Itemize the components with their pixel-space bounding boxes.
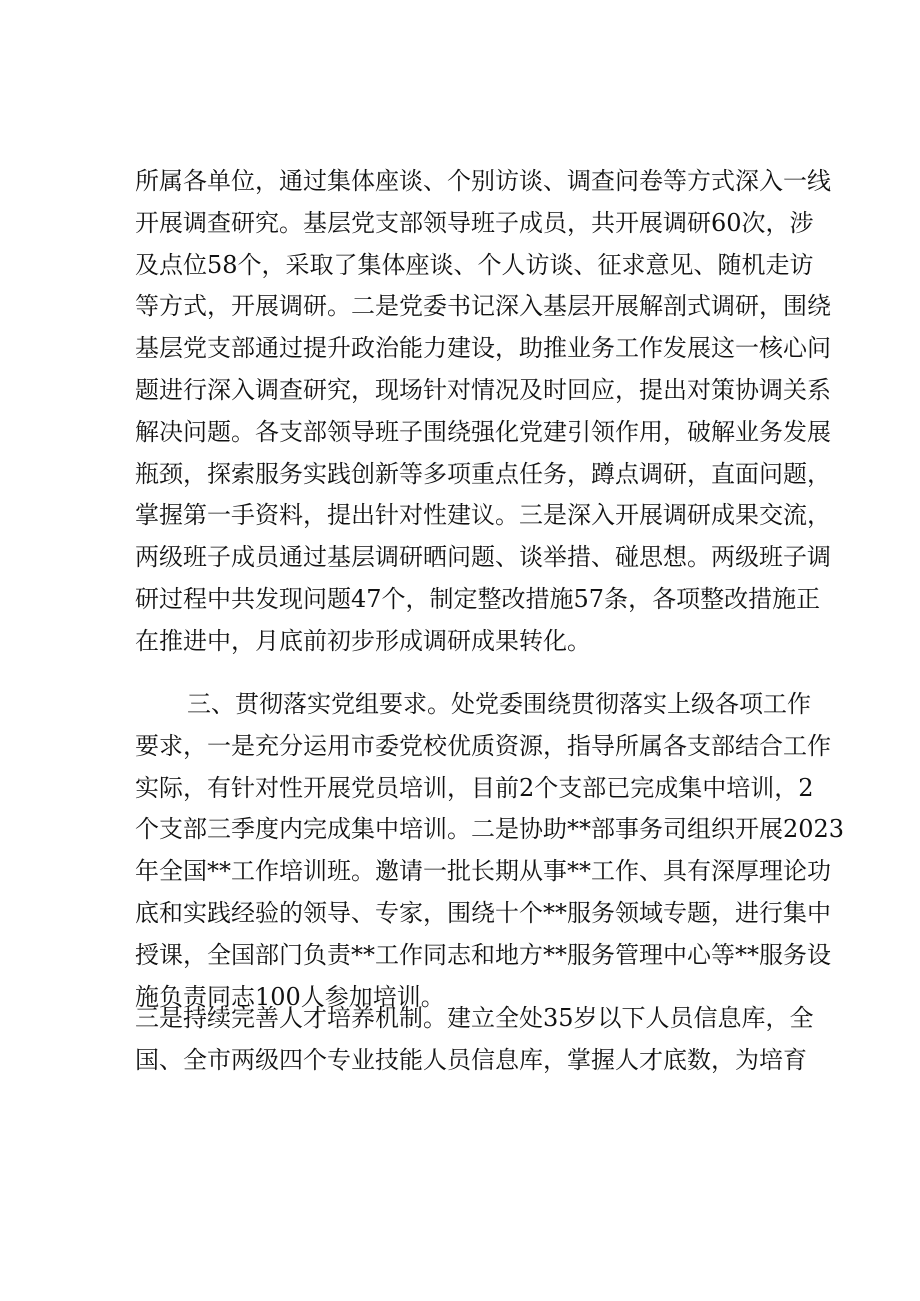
paragraph-talent-mechanism [135, 998, 814, 1082]
text-line: 授课，全国部门负责**工作同志和地方**服务管理中心等**服务设 [135, 940, 831, 969]
text-line: 实际，有针对性开展党员培训，目前2个支部已完成集中培训，2 [135, 773, 814, 802]
text-line: 两级班子成员通过基层调研晒问题、谈举措、碰思想。两级班子调 [135, 543, 831, 572]
text-line: 题进行深入调查研究，现场针对情况及时回应，提出对策协调关系 [135, 375, 831, 404]
text-line: 及点位58个，采取了集体座谈、个人访谈、征求意见、随机走访 [135, 250, 814, 279]
text-line: 个支部三季度内完成集中培训。二是协助**部事务司组织开展2023 [135, 815, 845, 844]
text-line: 年全国**工作培训班。邀请一批长期从事**工作、具有深厚理论功 [135, 857, 831, 886]
text-line: 解决问题。各支部领导班子围绕强化党建引领作用，破解业务发展 [135, 417, 831, 446]
text-line: 研过程中共发现问题47个，制定整改措施57条，各项整改措施正 [135, 584, 821, 613]
section-heading-line: 三、贯彻落实党组要求。处党委围绕贯彻落实上级各项工作 [187, 690, 811, 718]
text-line: 瓶颈，探索服务实践创新等多项重点任务，蹲点调研，直面问题， [135, 459, 831, 488]
text-line: 掌握第一手资料，提出针对性建议。三是深入开展调研成果交流， [135, 501, 831, 530]
text-line: 三是持续完善人才培养机制。建立全处35岁以下人员信息库，全 [135, 1004, 814, 1032]
text-line: 等方式，开展调研。二是党委书记深入基层开展解剖式调研，围绕 [135, 292, 831, 321]
text-line: 在推进中，月底前初步形成调研成果转化。 [135, 626, 591, 655]
text-line: 基层党支部通过提升政治能力建设，助推业务工作发展这一核心问 [135, 334, 831, 363]
text-line: 施负责同志100人参加培训。 [135, 982, 445, 1011]
text-line: 国、全市两级四个专业技能人员信息库，掌握人才底数，为培育 [135, 1045, 807, 1074]
text-line: 底和实践经验的领导、专家，围绕十个**服务领域专题，进行集中 [135, 898, 831, 927]
text-line: 要求，一是充分运用市委党校优质资源，指导所属各支部结合工作 [135, 731, 831, 760]
text-line: 所属各单位，通过集体座谈、个别访谈、调查问卷等方式深入一线 [135, 167, 831, 195]
text-line: 开展调查研究。基层党支部领导班子成员，共开展调研60次，涉 [135, 208, 814, 237]
paragraph-research-activities [135, 161, 831, 663]
